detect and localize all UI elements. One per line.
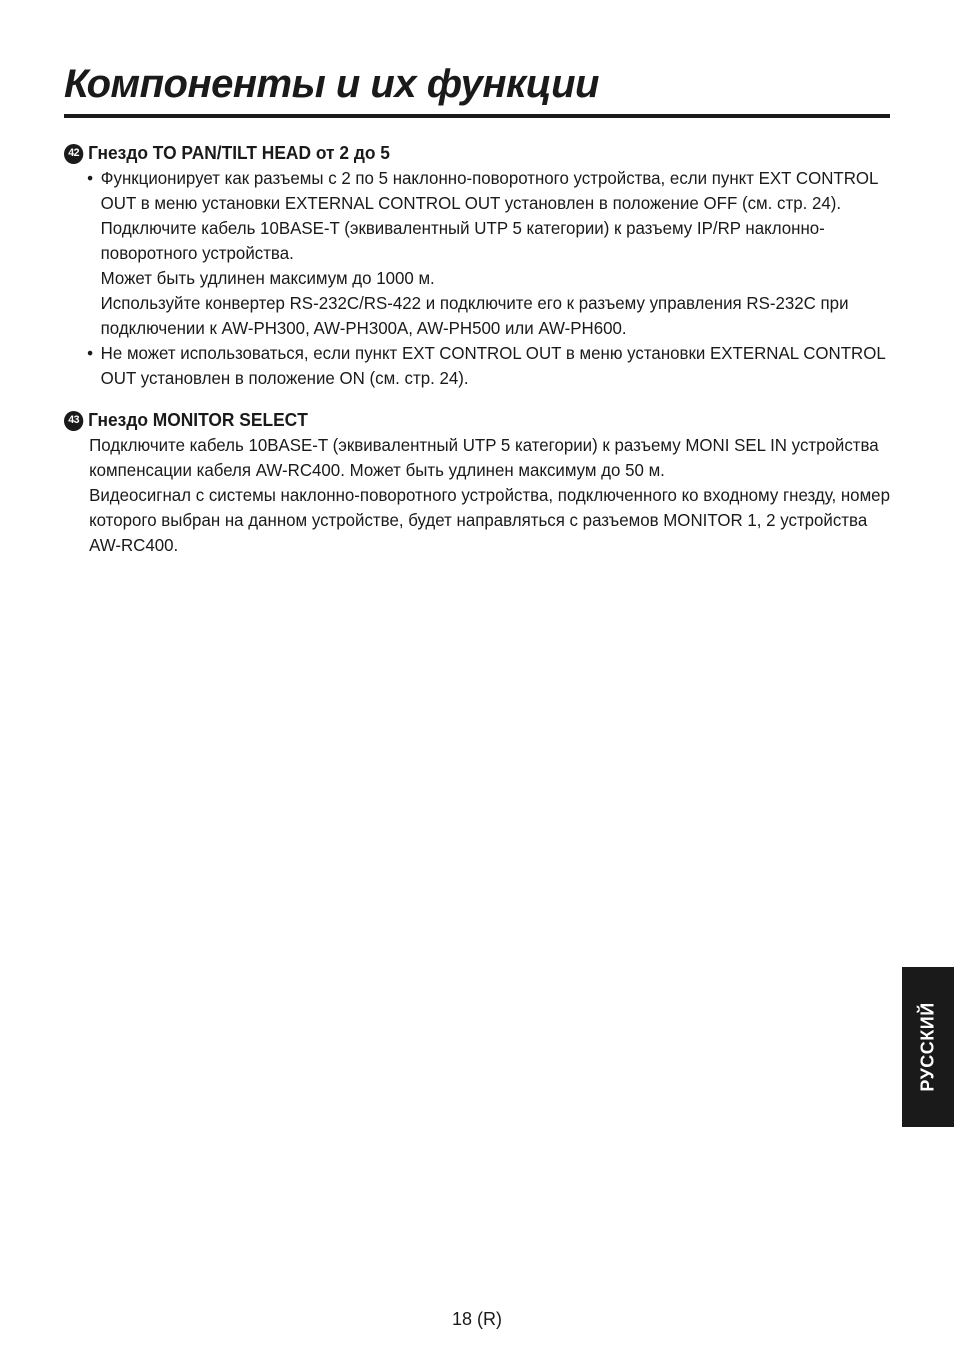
text-line: компенсации кабеля AW-RC400. Может быть удлинен максимум до 50 м. bbox=[89, 460, 665, 480]
text-line: подключении к AW-PH300, AW-PH300A, AW-PH500 или AW-PH600. bbox=[100, 318, 627, 338]
page-title: Компоненты и их функции bbox=[64, 62, 599, 106]
bullet-item bbox=[87, 341, 886, 391]
bullet-item bbox=[87, 166, 879, 341]
item-number-badge: 43 bbox=[64, 411, 83, 431]
section-monitor-select bbox=[64, 408, 890, 558]
text-line: AW-RC400. bbox=[89, 535, 179, 555]
section-to-pan-tilt-head bbox=[64, 141, 886, 391]
content bbox=[64, 141, 890, 575]
item-number-badge: 42 bbox=[64, 144, 83, 164]
section-body bbox=[64, 433, 890, 558]
text-line: Подключите кабель 10BASE-T (эквивалентный UTP 5 категории) к разъему IP/RP наклонно- bbox=[100, 218, 825, 238]
language-tab-label: РУССКИЙ bbox=[917, 1002, 938, 1092]
text-line: OUT в меню установки EXTERNAL CONTROL OUT установлен в положение OFF (см. стр. 24). bbox=[100, 193, 842, 213]
text-line: Подключите кабель 10BASE-T (эквивалентный UTP 5 категории) к разъему MONI SEL IN устройства bbox=[89, 435, 879, 455]
section-heading-text: Гнездо MONITOR SELECT bbox=[88, 410, 308, 430]
text-line: Может быть удлинен максимум до 1000 м. bbox=[100, 268, 435, 288]
title-rule bbox=[64, 114, 890, 118]
page-number: 18 (R) bbox=[451, 1309, 502, 1329]
section-heading bbox=[64, 408, 846, 433]
text-line: поворотного устройства. bbox=[100, 243, 294, 263]
text-line: Используйте конвертер RS-232C/RS-422 и подключите его к разъему управления RS-232C при bbox=[100, 293, 849, 313]
text-line: Видеосигнал с системы наклонно-поворотного устройства, подключенного ко входному гнезду, номер bbox=[89, 485, 890, 505]
section-heading-text: Гнездо TO PAN/TILT HEAD от 2 до 5 bbox=[88, 143, 390, 163]
text-line: которого выбран на данном устройстве, будет направляться с разъемов MONITOR 1, 2 устройства bbox=[89, 510, 868, 530]
language-tab bbox=[902, 967, 954, 1127]
bullet-list bbox=[64, 166, 886, 391]
text-line: • Не может использоваться, если пункт EXT CONTROL OUT в меню установки EXTERNAL CONTROL bbox=[100, 343, 886, 363]
text-line: OUT установлен в положение ON (см. стр. 24). bbox=[100, 368, 469, 388]
section-heading bbox=[64, 141, 846, 166]
text-line: • Функционирует как разъемы с 2 по 5 наклонно-поворотного устройства, если пункт EXT CONTROL bbox=[100, 168, 879, 188]
